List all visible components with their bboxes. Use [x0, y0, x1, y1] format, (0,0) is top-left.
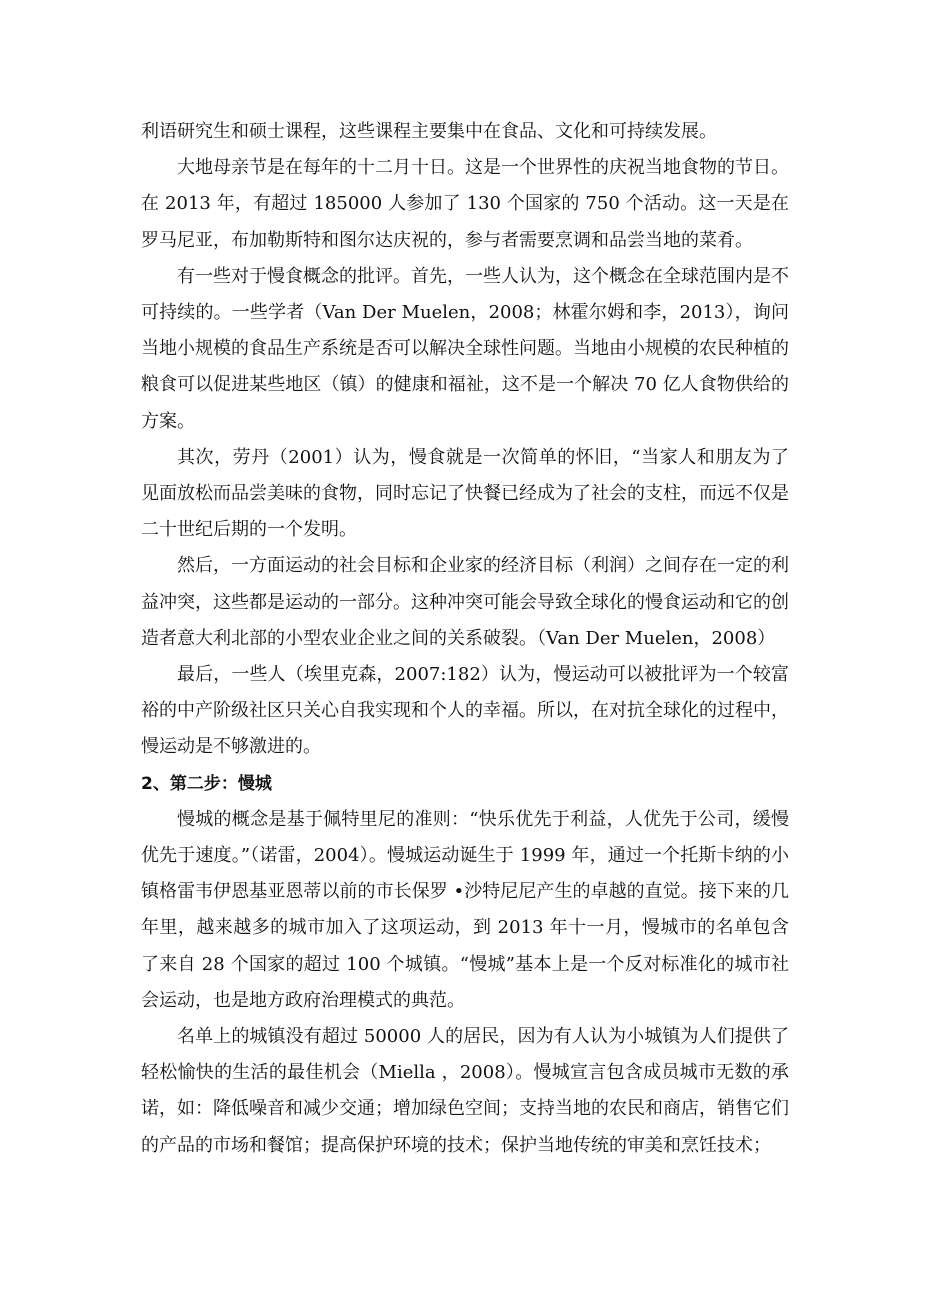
section-heading: 2、第二步：慢城 — [141, 773, 272, 794]
paragraph-criticism-first: 有一些对于慢食概念的批评。首先，一些人认为，这个概念在全球范围内是不可持续的。一些学者（Van Der Muelen，2008；林霍尔姆和李，2013），询问当地小规模的食品生产系统是否可以解决全球性问题。当地由小规模的农民种植的粮食可以促进某些地区（镇）的健康和福祉，这不是一个解决 70 亿人食物供给的方案。 — [141, 265, 789, 432]
document-body — [141, 114, 789, 1164]
paragraph-criticism-last: 最后，一些人（埃里克森，2007:182）认为，慢运动可以被批评为一个较富裕的中产阶级社区只关心自我实现和个人的幸福。所以，在对抗全球化的过程中，慢运动是不够激进的。 — [141, 664, 789, 758]
paragraph-cittaslow-concept: 慢城的概念是基于佩特里尼的准则：“快乐优先于利益，人优先于公司，缓慢优先于速度。”（诺雷，2004）。慢城运动诞生于 1999 年，通过一个托斯卡纳的小镇格雷韦伊恩基亚恩蒂以前的市长保罗 •沙特尼尼产生的卓越的直觉。接下来的几年里，越来越多的城市加入了这项运动，到 2013 年十一月，慢城市的名单包含了来自 28 个国家的超过 100 个城镇。“慢城”基本上是一个反对标准化的城市社会运动，也是地方政府治理模式的典范。 — [141, 808, 789, 1011]
paragraph-continuation: 利语研究生和硕士课程，这些课程主要集中在食品、文化和可持续发展。 — [141, 121, 717, 142]
paragraph-mother-earth-day: 大地母亲节是在每年的十二月十日。这是一个世界性的庆祝当地食物的节日。在 2013 年，有超过 185000 人参加了 130 个国家的 750 个活动。这一天是在罗马尼亚，布加勒斯特和图尔达庆祝的，参与者需要烹调和品尝当地的菜肴。 — [141, 157, 789, 251]
paragraph-criticism-second: 其次，劳丹（2001）认为，慢食就是一次简单的怀旧，“当家人和朋友为了见面放松而品尝美味的食物，同时忘记了快餐已经成为了社会的支柱，而远不仅是二十世纪后期的一个发明。 — [141, 446, 789, 541]
paragraph-cittaslow-towns: 名单上的城镇没有超过 50000 人的居民，因为有人认为小城镇为人们提供了轻松愉快的生活的最佳机会（Miella ，2008）。慢城宣言包含成员城市无数的承诺，如：降低噪音和减少交通；增加绿色空间；支持当地的农民和商店，销售它们的产品的市场和餐馆；提高保护环境的技术；保护当地传统的审美和烹饪技术； — [141, 1026, 789, 1156]
paragraph-criticism-third: 然后，一方面运动的社会目标和企业家的经济目标（利润）之间存在一定的利益冲突，这些都是运动的一部分。这种冲突可能会导致全球化的慢食运动和它的创造者意大利北部的小型农业企业之间的关系破裂。（Van Der Muelen，2008） — [141, 555, 789, 649]
